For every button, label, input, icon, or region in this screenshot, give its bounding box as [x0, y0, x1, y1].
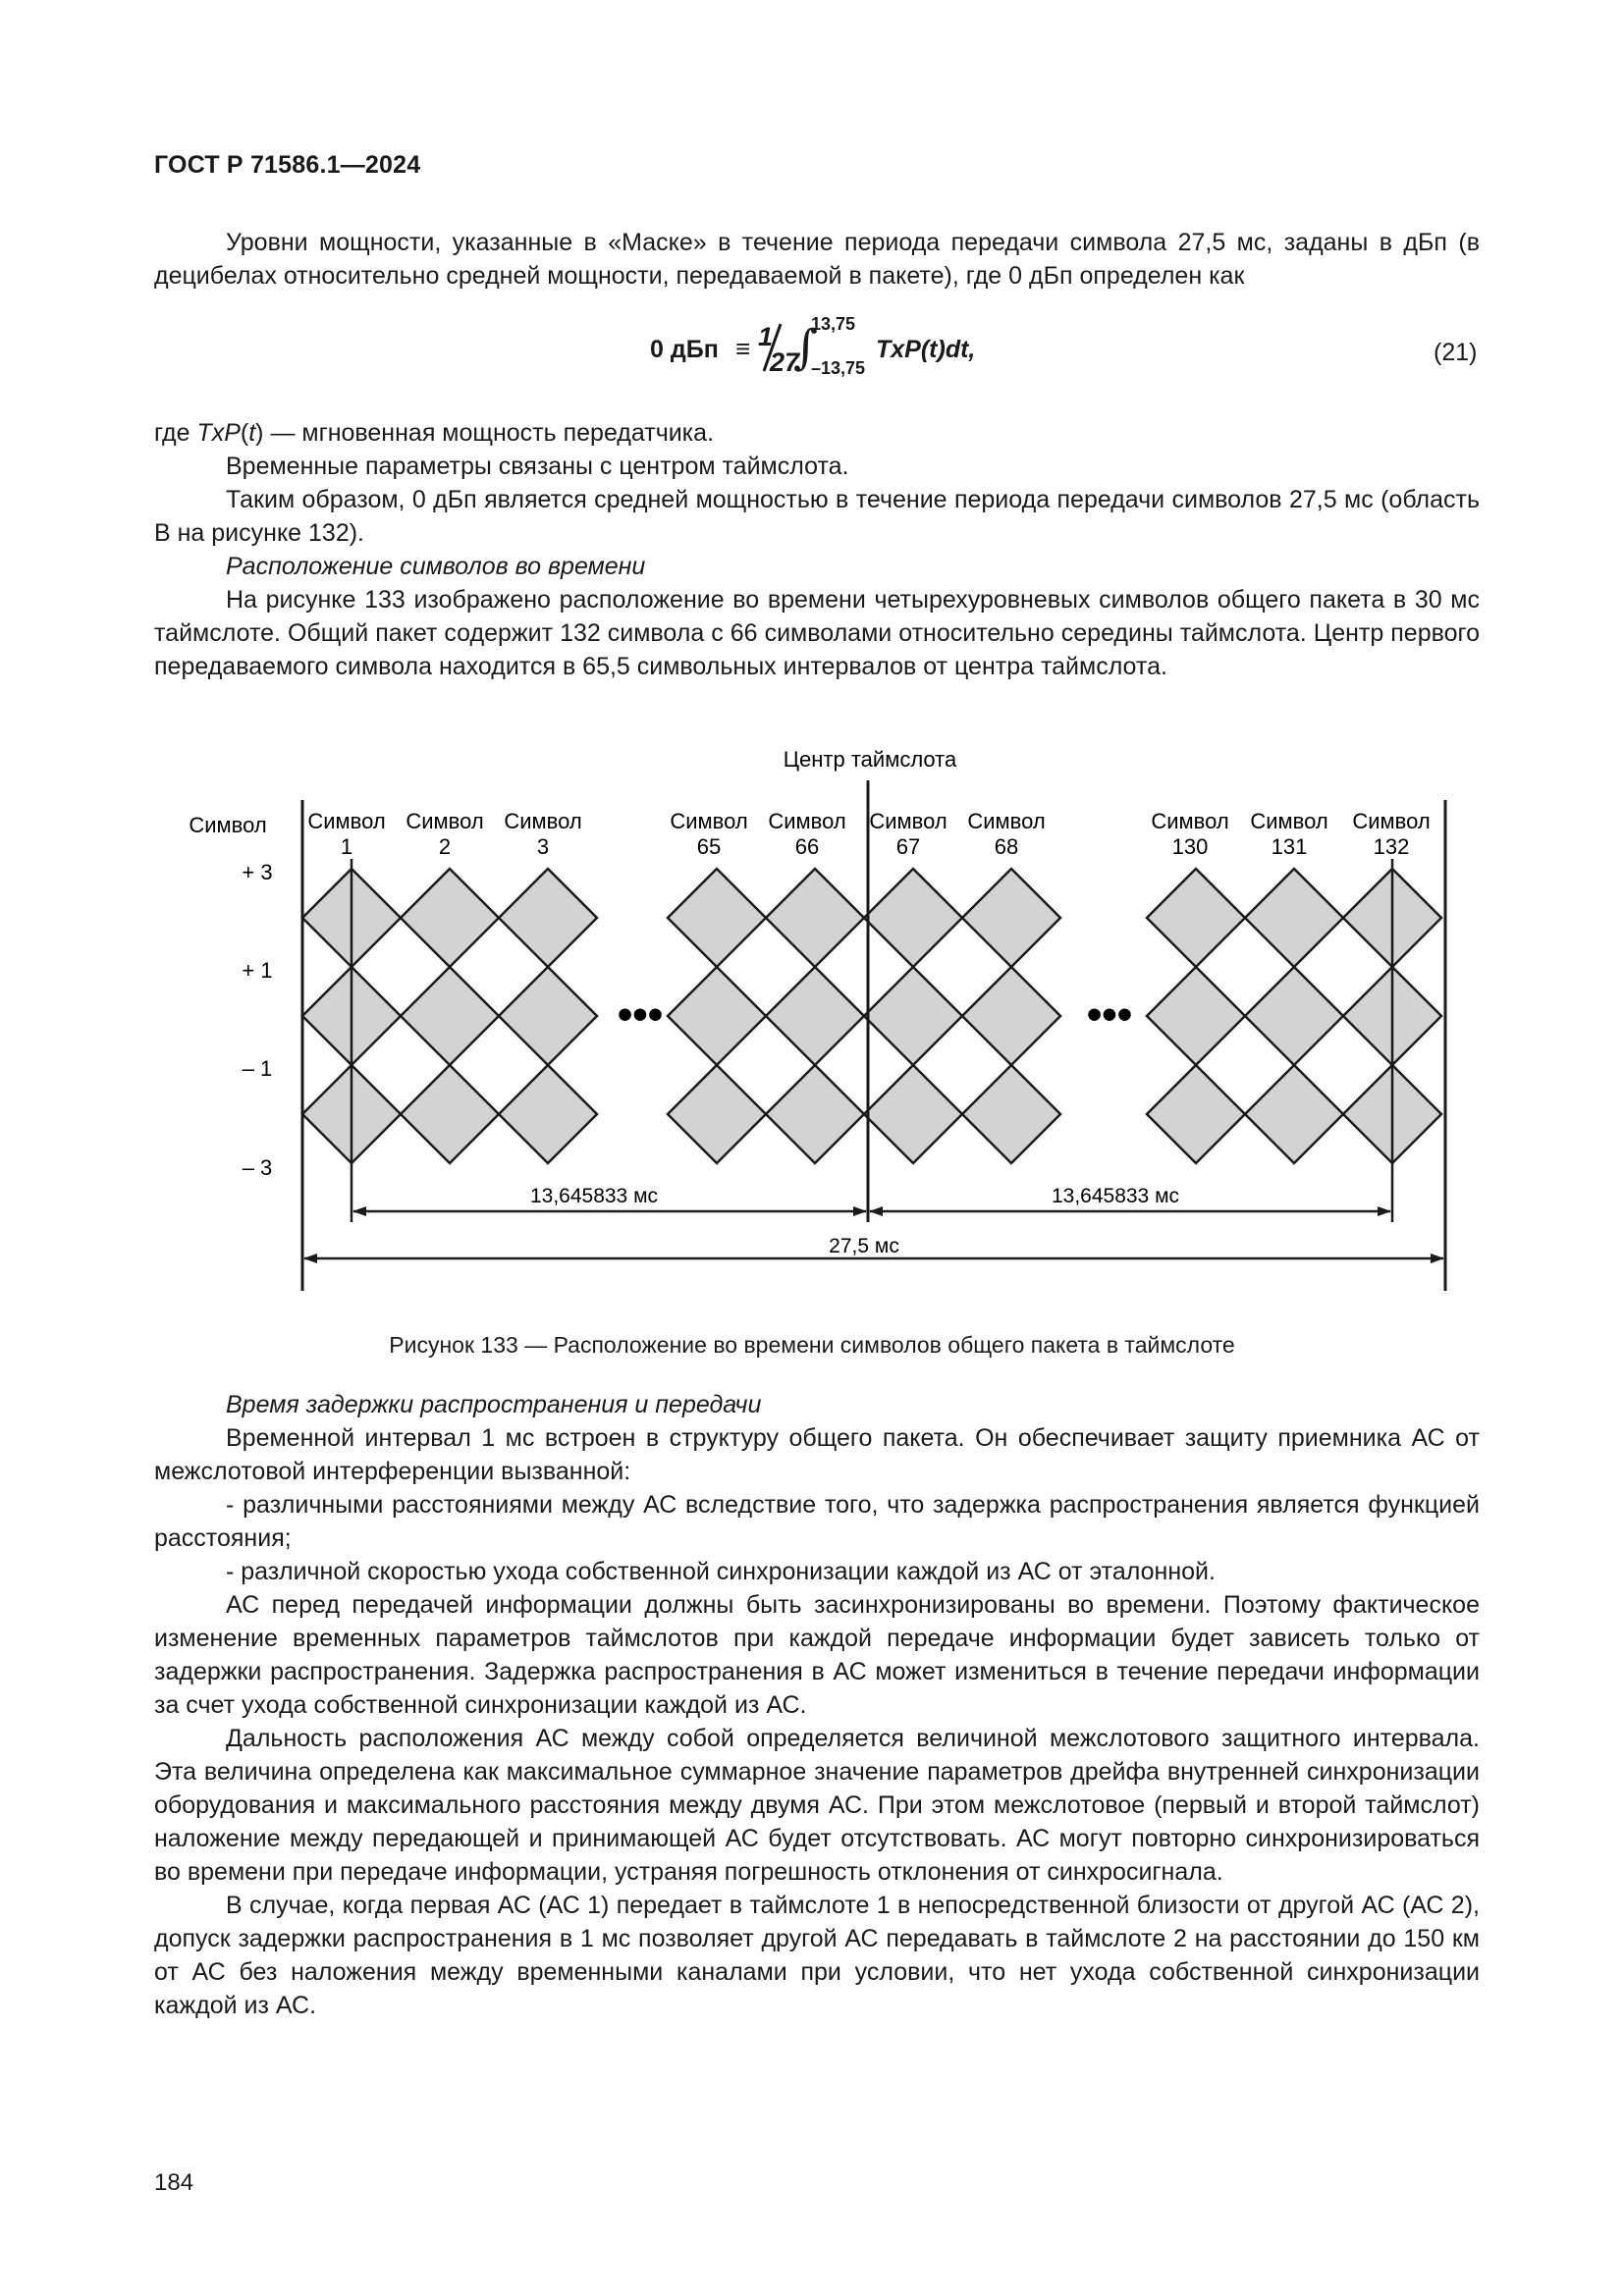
formula-upper-limit: 13,75 [811, 314, 856, 334]
level-label: + 3 [242, 860, 273, 884]
formula-integrand: TxP(t)dt, [876, 336, 976, 363]
ellipsis: ••• [1086, 990, 1133, 1039]
paragraph: АС перед передачей информации должны быть засинхронизированы во времени. Поэтому фактическое изменение временных параметров таймслотов при каждой передаче информации будет зависеть только от задержки распространения. Задержка распространения в АС может измениться в течение передачи информации за счет ухода собственной синхронизации каждой из АС. [154, 1591, 1480, 1719]
formula-number: (21) [1434, 339, 1478, 366]
bullet-item: - различной скоростью ухода собственной синхронизации каждой из АС от эталонной. [226, 1558, 1216, 1585]
subheading: Расположение символов во времени [226, 553, 646, 580]
ellipsis: ••• [617, 990, 664, 1039]
where-prefix: где [154, 419, 197, 447]
paragraph: В случае, когда первая АС (АС 1) передает в таймслоте 1 в непосредственной близости от другой АС (АС 2), допуск задержки распространения в 1 мс позволяет другой АС передавать в таймслоте 2 на расстоянии до 150 км от АС без наложения между временными каналами при условии, что нет ухода собственной синхронизации каждой из АС. [154, 1892, 1480, 2019]
symbol-number: 1 [340, 834, 353, 859]
symbol-word: Символ [768, 809, 846, 833]
symbol-word: Символ [869, 809, 947, 833]
where-var: t [248, 419, 256, 447]
symbol-number: 68 [994, 834, 1019, 859]
diamond-group-left [302, 869, 597, 1163]
formula-lower-limit: –13,75 [811, 358, 866, 378]
symbol-word: Символ [1250, 809, 1328, 833]
symbol-word: Символ [504, 809, 582, 833]
paragraph: Таким образом, 0 дБп является средней мощностью в течение периода передачи символов 27,5 мс (область В на рисунке 132). [154, 486, 1480, 547]
paragraph: Дальность расположения АС между собой определяется величиной межслотового защитного интервала. Эта величина определена как максимальное суммарное значение параметров дрейфа внутренней синхронизации оборудования и максимального расстояния между двумя АС. При этом межслотовое (первый и второй таймслот) наложение между передающей и принимающей АС будет отсутствовать. АС могут повторно синхронизироваться во времени при передаче информации, устраняя погрешность отклонения от синхросигнала. [154, 1725, 1480, 1886]
subheading: Время задержки распространения и передачи [226, 1391, 762, 1418]
symbol-word: Символ [406, 809, 484, 833]
figure-caption: Рисунок 133 — Расположение во времени символов общего пакета в таймслоте [389, 1332, 1235, 1358]
diamond-group-center-left [668, 869, 864, 1163]
page-number: 184 [154, 2169, 194, 2196]
paragraph: На рисунке 133 изображено расположение во времени четырехуровневых символов общего пакета в 30 мс таймслоте. Общий пакет содержит 132 символа с 66 символами относительно середины таймслота. Центр первого передаваемого символа находится в 65,5 символьных интервалов от центра таймслота. [154, 586, 1480, 680]
symbol-word: Символ [670, 809, 748, 833]
symbol-number: 66 [794, 834, 820, 859]
axis-label: Символ [189, 813, 267, 837]
dimension-label-total: 27,5 мс [829, 1235, 899, 1257]
formula-numerator: 1 [758, 322, 774, 351]
where-rest: ) — мгновенная мощность передатчика. [255, 419, 715, 447]
document-header: ГОСТ Р 71586.1—2024 [154, 151, 421, 179]
symbol-number: 130 [1171, 834, 1209, 859]
symbol-word: Символ [967, 809, 1046, 833]
formula-denominator: 27 [770, 347, 800, 377]
symbol-number: 132 [1373, 834, 1410, 859]
diamond-group-center-right [864, 869, 1060, 1163]
dimension-label-right: 13,645833 мс [1051, 1185, 1180, 1207]
symbol-number: 2 [438, 834, 452, 859]
integral-sign: ∫ [793, 320, 819, 375]
symbol-word: Символ [307, 809, 386, 833]
symbol-word: Символ [1151, 809, 1229, 833]
level-label: – 1 [242, 1056, 273, 1081]
symbol-number: 131 [1271, 834, 1308, 859]
symbol-number: 65 [696, 834, 722, 859]
where-paren: ( [240, 419, 249, 447]
dimension-label-left: 13,645833 мс [529, 1185, 659, 1207]
bullet-item: - различными расстояниями между АС вследствие того, что задержка распространения является функцией расстояния; [154, 1491, 1480, 1552]
formula-lhs: 0 дБп [650, 336, 719, 363]
paragraph: Уровни мощности, указанные в «Маске» в течение периода передачи символа 27,5 мс, заданы в дБп (в децибелах относительно средней мощности, передаваемой в пакете), где 0 дБп определен как [154, 229, 1480, 290]
paragraph: Временные параметры связаны с центром таймслота. [226, 453, 849, 480]
formula-equiv: ≡ [735, 334, 751, 363]
symbol-number: 67 [895, 834, 921, 859]
body-text [154, 1388, 1480, 2022]
level-label: – 3 [242, 1155, 273, 1180]
center-label: Центр таймслота [783, 747, 957, 772]
diamond-group-right [1147, 869, 1441, 1163]
symbol-word: Символ [1352, 809, 1431, 833]
level-label: + 1 [242, 958, 273, 983]
where-func: TxP [196, 419, 241, 447]
paragraph: Временной интервал 1 мс встроен в структуру общего пакета. Он обеспечивает защиту приемника АС от межслотовой интерференции вызванной: [154, 1424, 1480, 1485]
symbol-number: 3 [536, 834, 550, 859]
